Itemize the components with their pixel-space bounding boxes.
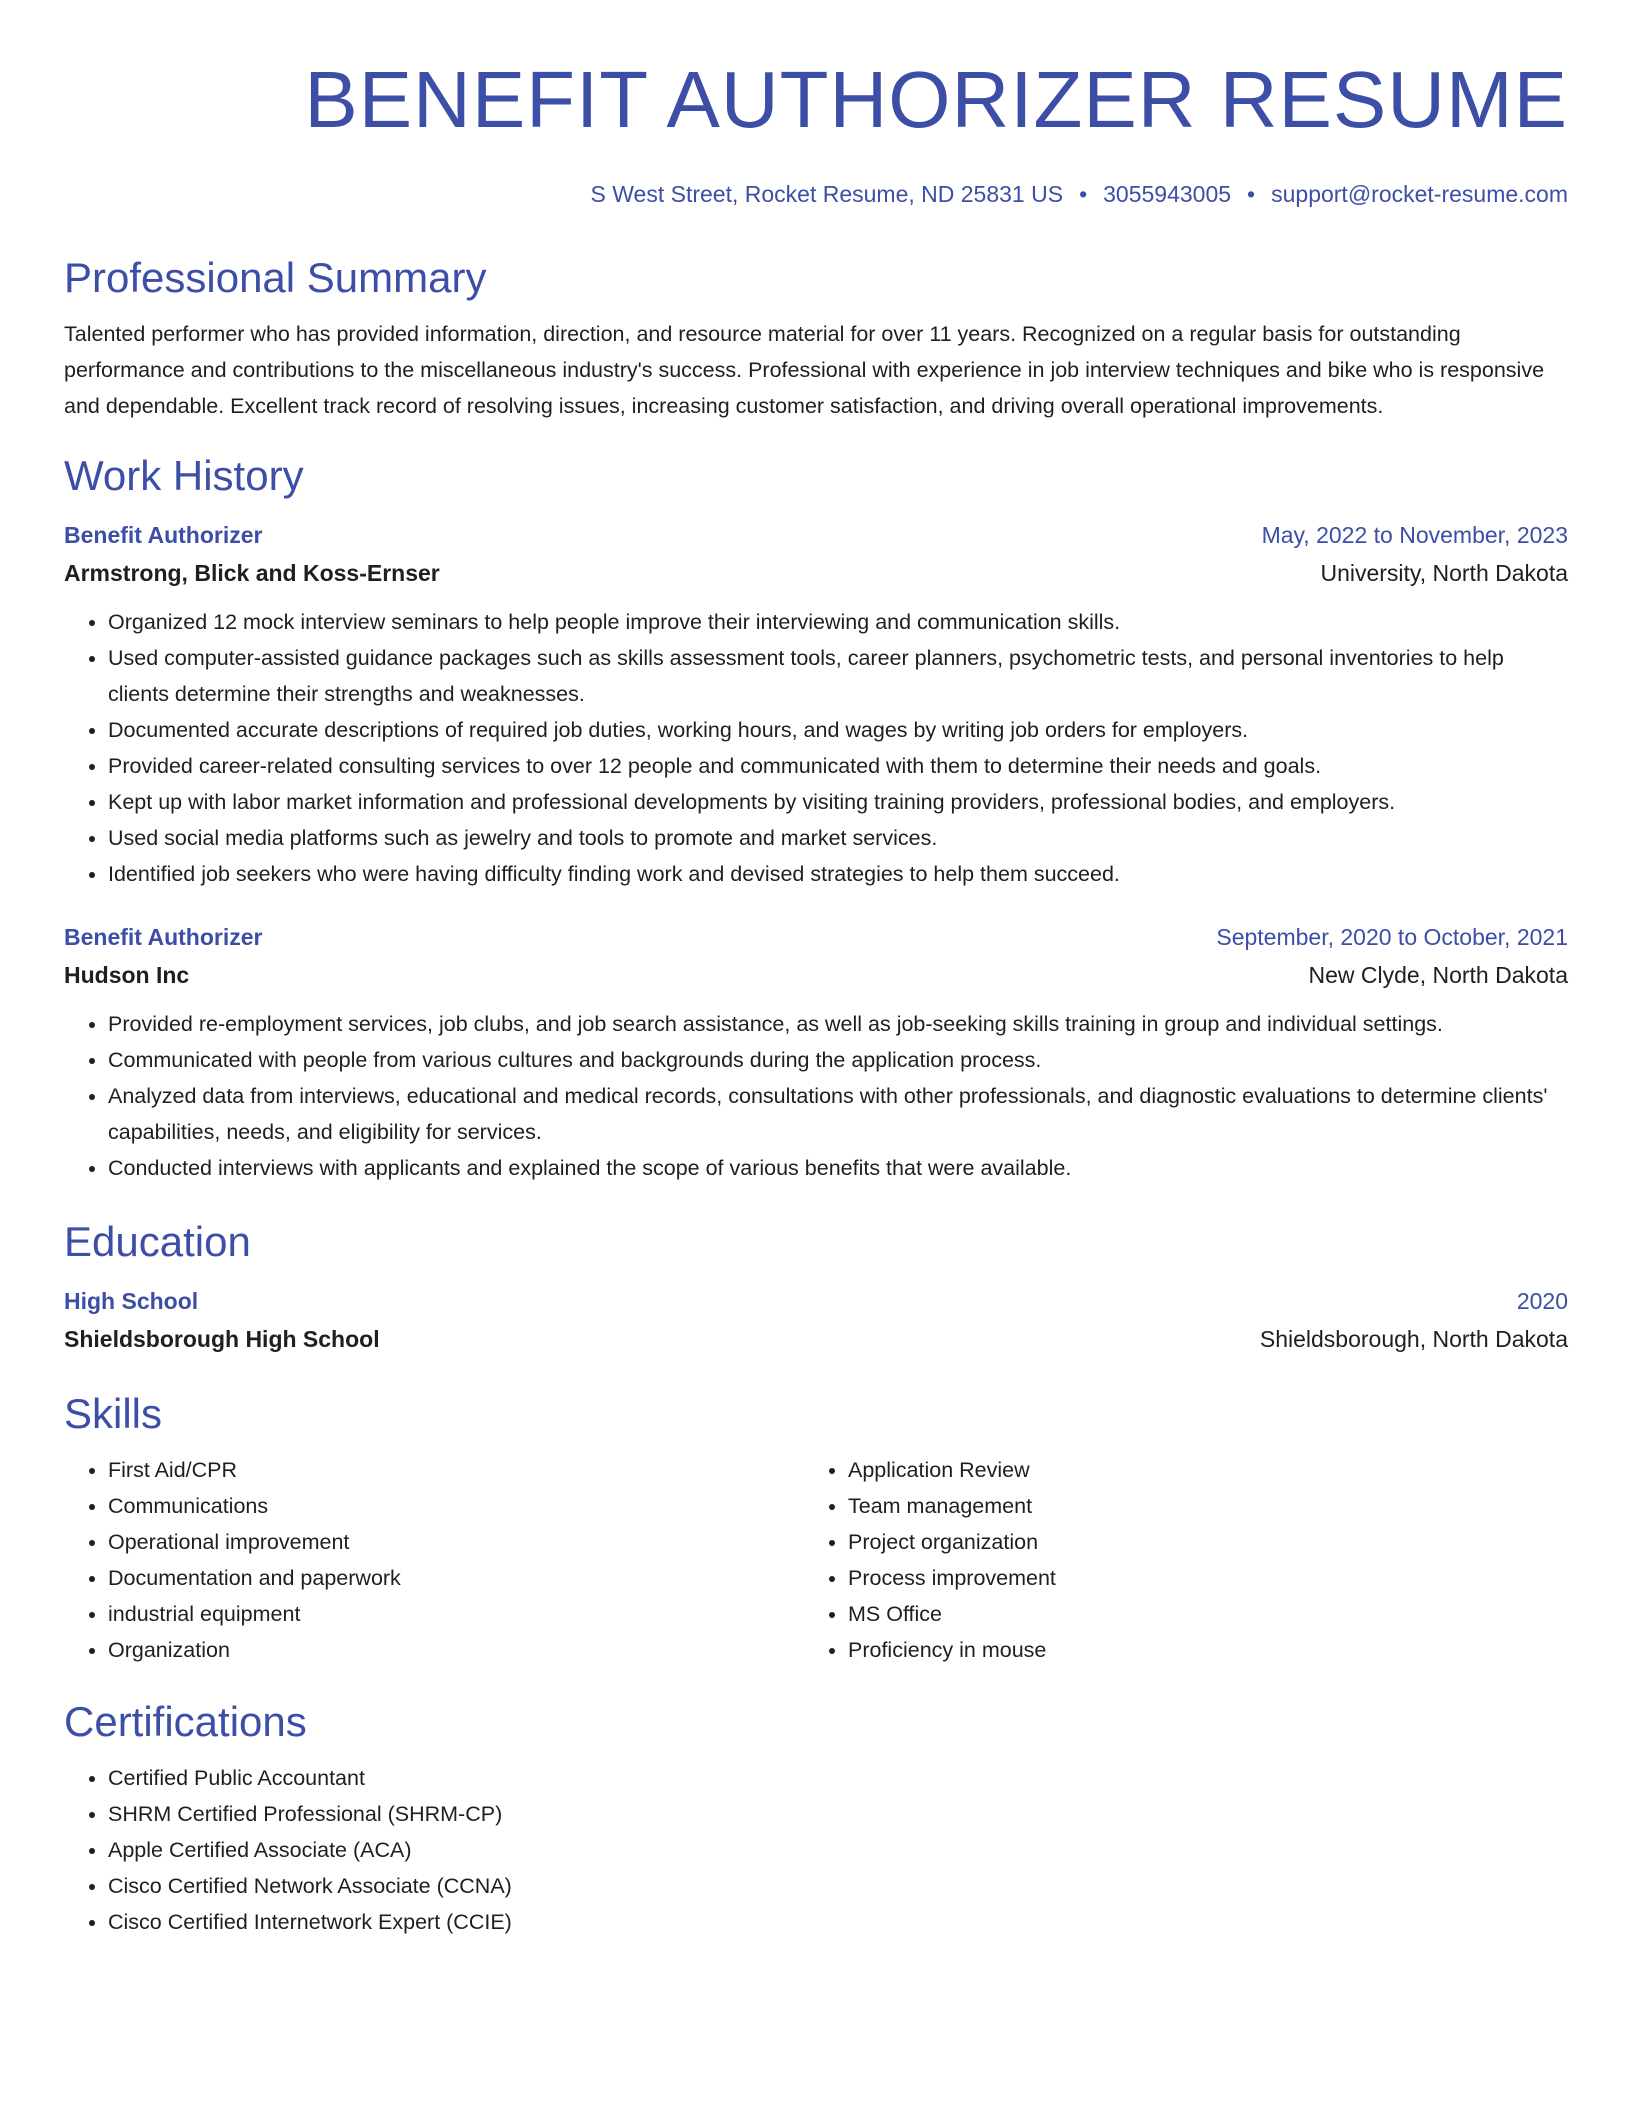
job-dates: May, 2022 to November, 2023 bbox=[1261, 522, 1568, 548]
job-location: University, North Dakota bbox=[1320, 560, 1568, 586]
job-duties-list bbox=[64, 1006, 1568, 1186]
job-duty: • Kept up with labor market information and professional developments by visiting training providers, professional bodies, and employers. bbox=[108, 784, 1568, 820]
job-role: Benefit Authorizer bbox=[64, 924, 263, 950]
education-location: Shieldsborough, North Dakota bbox=[1259, 1326, 1568, 1352]
job-duties-list bbox=[64, 604, 1568, 892]
education-degree: High School bbox=[64, 1288, 199, 1314]
certification-item: • Apple Certified Associate (ACA) bbox=[108, 1832, 1568, 1868]
skill-item: • Organization bbox=[108, 1632, 804, 1668]
job-duty: • Conducted interviews with applicants and explained the scope of various benefits that were available. bbox=[108, 1150, 1568, 1186]
certifications-list bbox=[64, 1760, 1568, 1940]
summary-text: Talented performer who has provided information, direction, and resource material for over 11 years. Recognized on a regular basis for outstanding performance and contributions to the miscellaneous industry's success. Professional with experience in job interview techniques and bike who is responsive and dependable. Excellent track record of resolving issues, increasing customer satisfaction, and driving overall operational improvements. bbox=[64, 322, 1545, 418]
contact-separator: • bbox=[1247, 181, 1256, 207]
job-dates: September, 2020 to October, 2021 bbox=[1216, 924, 1568, 950]
job-duty: • Identified job seekers who were having difficulty finding work and devised strategies to help them succeed. bbox=[108, 856, 1568, 892]
skill-item: • First Aid/CPR bbox=[108, 1452, 804, 1488]
job-duty: • Used social media platforms such as jewelry and tools to promote and market services. bbox=[108, 820, 1568, 856]
job-company: Hudson Inc bbox=[64, 962, 190, 988]
certification-item: • Certified Public Accountant bbox=[108, 1760, 1568, 1796]
job-entry bbox=[64, 516, 1568, 892]
skills-heading: Skills bbox=[64, 1390, 163, 1437]
skill-item: • industrial equipment bbox=[108, 1596, 804, 1632]
job-duty: • Provided re-employment services, job clubs, and job search assistance, as well as job-seeking skills training in group and individual settings. bbox=[108, 1006, 1568, 1042]
job-duty: • Analyzed data from interviews, educational and medical records, consultations with other professionals, and diagnostic evaluations to determine clients' capabilities, needs, and eligibility for services. bbox=[108, 1078, 1568, 1150]
contact-email: support@rocket-resume.com bbox=[1271, 181, 1568, 207]
job-duty: • Provided career-related consulting services to over 12 people and communicated with them to determine their needs and goals. bbox=[108, 748, 1568, 784]
job-duty: • Documented accurate descriptions of required job duties, working hours, and wages by writing job orders for employers. bbox=[108, 712, 1568, 748]
education-year: 2020 bbox=[1516, 1288, 1568, 1314]
job-company: Armstrong, Blick and Koss-Ernser bbox=[64, 560, 440, 586]
skill-item: • Communications bbox=[108, 1488, 804, 1524]
job-duty: • Used computer-assisted guidance packages such as skills assessment tools, career planners, psychometric tests, and personal inventories to help clients determine their strengths and weaknesses. bbox=[108, 640, 1568, 712]
certification-item: • Cisco Certified Internetwork Expert (CCIE) bbox=[108, 1904, 1568, 1940]
job-role: Benefit Authorizer bbox=[64, 522, 263, 548]
skill-item: • Process improvement bbox=[848, 1560, 1544, 1596]
summary-heading: Professional Summary bbox=[64, 254, 487, 301]
resume-title: BENEFIT AUTHORIZER RESUME bbox=[304, 55, 1568, 144]
skill-item: • Project organization bbox=[848, 1524, 1544, 1560]
skills-grid bbox=[64, 1452, 1568, 1668]
education-entry bbox=[64, 1282, 1568, 1358]
job-duty: • Organized 12 mock interview seminars to help people improve their interviewing and communication skills. bbox=[108, 604, 1568, 640]
skills-list-right bbox=[804, 1452, 1544, 1668]
skill-item: • Operational improvement bbox=[108, 1524, 804, 1560]
skill-item: • Application Review bbox=[848, 1452, 1544, 1488]
skills-list-left bbox=[64, 1452, 804, 1668]
education-school: Shieldsborough High School bbox=[64, 1326, 380, 1352]
contact-address: S West Street, Rocket Resume, ND 25831 US bbox=[590, 181, 1064, 207]
skill-item: • MS Office bbox=[848, 1596, 1544, 1632]
job-location: New Clyde, North Dakota bbox=[1308, 962, 1568, 988]
education-heading: Education bbox=[64, 1218, 251, 1265]
certifications-heading: Certifications bbox=[64, 1698, 307, 1745]
work-history-heading: Work History bbox=[64, 452, 304, 499]
job-duty: • Communicated with people from various cultures and backgrounds during the application process. bbox=[108, 1042, 1568, 1078]
skill-item: • Proficiency in mouse bbox=[848, 1632, 1544, 1668]
skill-item: • Documentation and paperwork bbox=[108, 1560, 804, 1596]
contact-line bbox=[64, 178, 1568, 210]
certification-item: • SHRM Certified Professional (SHRM-CP) bbox=[108, 1796, 1568, 1832]
job-entry bbox=[64, 918, 1568, 1186]
certification-item: • Cisco Certified Network Associate (CCNA) bbox=[108, 1868, 1568, 1904]
contact-separator: • bbox=[1079, 181, 1088, 207]
skill-item: • Team management bbox=[848, 1488, 1544, 1524]
contact-phone: 3055943005 bbox=[1103, 181, 1232, 207]
